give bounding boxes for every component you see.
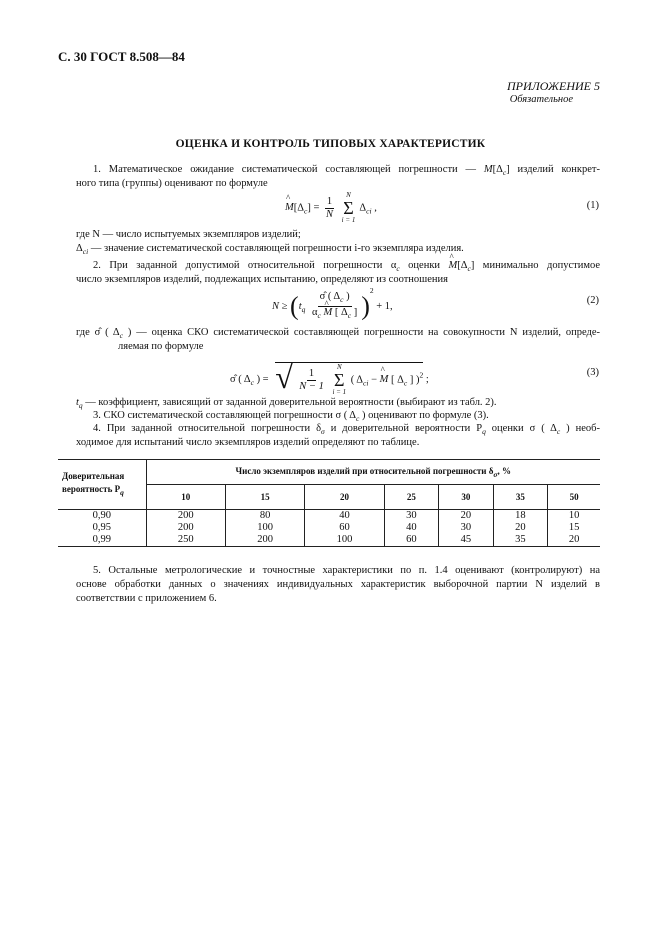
definition-sigma-line-2: ляемая по формуле <box>118 341 204 352</box>
paragraph-4-line-2: ходимое для испытаний число экземпляров изделий определяют по таблице. <box>76 437 420 448</box>
table-cell: 30 <box>439 522 494 534</box>
paragraph-5-line-2: основе обработки данных о значениях индивидуальных характеристик выборочной партии N изделий в <box>76 579 600 590</box>
table-cell: 60 <box>305 522 384 534</box>
table-cell: 200 <box>146 522 225 534</box>
column-header: 35 <box>493 485 548 510</box>
table-cell: 40 <box>384 522 439 534</box>
page-header: С. 30 ГОСТ 8.508—84 <box>58 49 185 64</box>
group-header: Число экземпляров изделий при относительной погрешности $\delta_\sigma$, % <box>146 460 600 485</box>
table-cell: 18 <box>493 510 548 523</box>
definition-tq: $t_q$ — коэффициент, зависящий от заданной доверительной вероятности (выбирают из табл. 2). <box>76 397 497 410</box>
paragraph-1-line-1: 1. Математическое ожидание систематической составляющей погрешности — $M[\Delta_c]$ изделий конкрет- <box>93 164 600 177</box>
probability-cell: 0,95 <box>92 522 111 533</box>
equation-3: σ̂ ( $\Delta_c$ ) = √ $\frac{1}{N - 1}$ N Σ i = 1 ( $\Delta_{ci}$ − ^ M [ $\Delta_c$ ] )$^2$ ; <box>230 362 429 397</box>
column-header: 30 <box>439 485 494 510</box>
paragraph-2-line-2: число экземпляров изделий, подлежащих испытанию, определяют из соотношения <box>76 274 448 285</box>
table-cell: 20 <box>548 534 600 547</box>
equation-1-number: (1) <box>586 200 599 211</box>
equation-2: $N \ge (t_q$ $\frac{\sigmâ ( \Delta_c )}{\alpha_c \^{} M [ \Delta_c ]}$ )$^2$ + 1, <box>272 286 393 322</box>
table-cell: 35 <box>493 534 548 547</box>
row-header: Доверительная вероятность $P_q$ <box>58 460 146 510</box>
paragraph-1-line-2: ного типа (группы) оценивают по формуле <box>76 178 268 189</box>
column-header: 20 <box>305 485 384 510</box>
table-cell: 15 <box>548 522 600 534</box>
equation-2-number: (2) <box>586 295 599 306</box>
appendix-title: ПРИЛОЖЕНИЕ 5 <box>507 79 600 93</box>
table-cell: 10 <box>548 510 600 523</box>
paragraph-3: 3. СКО систематической составляющей погрешности σ ( $\Delta_c$ ) оценивают по формуле (3). <box>93 410 489 423</box>
paragraph-2-line-1: 2. При заданной допустимой относительной погрешности $\alpha_c$ оценки ^ $M[\Delta_c]$ минимально допустимое <box>93 259 600 276</box>
table-row <box>58 522 600 534</box>
table-cell: 250 <box>146 534 225 547</box>
column-header: 10 <box>146 485 225 510</box>
table-cell: 20 <box>493 522 548 534</box>
equation-3-number: (3) <box>586 367 599 378</box>
table-cell: 100 <box>225 522 304 534</box>
paragraph-4-line-1: 4. При заданной относительной погрешности $\delta_\sigma$ и доверительной вероятности $P_q$ оценки σ ( $\Delta_c$ ) необ- <box>93 423 600 436</box>
column-header: 15 <box>225 485 304 510</box>
appendix-subtitle: Обязательное <box>509 94 573 105</box>
paragraph-5-line-3: соответствии с приложением 6. <box>76 593 217 604</box>
definition-delta-ci: $\Delta_{ci}$ — значение систематической составляющей погрешности i-го экземпляра изделия. <box>76 243 464 256</box>
probability-cell: 0,99 <box>58 534 146 547</box>
definition-n: где N — число испытуемых экземпляров изделий; <box>76 229 301 240</box>
table-cell: 100 <box>305 534 384 547</box>
table-cell: 40 <box>305 510 384 523</box>
equation-1: ^ $M[\Delta_c]$ = $\frac{1}{N}$ N Σ i = 1 $\Delta_{ci}$ , <box>285 191 377 225</box>
paragraph-5-line-1: 5. Остальные метрологические и точностные характеристики по п. 1.4 оценивают (контролируют) на <box>93 565 600 576</box>
table-cell: 200 <box>225 534 304 547</box>
probability-cell: 0,90 <box>92 510 111 521</box>
column-header: 50 <box>548 485 600 510</box>
definition-sigma-line-1: где σ̂ ( $\Delta_c$ ) — оценка СКО систематической составляющей погрешности на совокупности N изделий, опреде- <box>76 327 600 340</box>
table-cell: 80 <box>225 510 304 523</box>
table-cell: 30 <box>384 510 439 523</box>
column-header: 25 <box>384 485 439 510</box>
section-title: ОЦЕНКА И КОНТРОЛЬ ТИПОВЫХ ХАРАКТЕРИСТИК <box>175 138 486 150</box>
table-cell: 60 <box>384 534 439 547</box>
sample-size-table <box>58 459 600 547</box>
table-row <box>58 510 600 523</box>
table-cell: 45 <box>439 534 494 547</box>
table-cell: 200 <box>146 510 225 523</box>
table-row <box>58 534 600 547</box>
table-cell: 20 <box>439 510 494 523</box>
